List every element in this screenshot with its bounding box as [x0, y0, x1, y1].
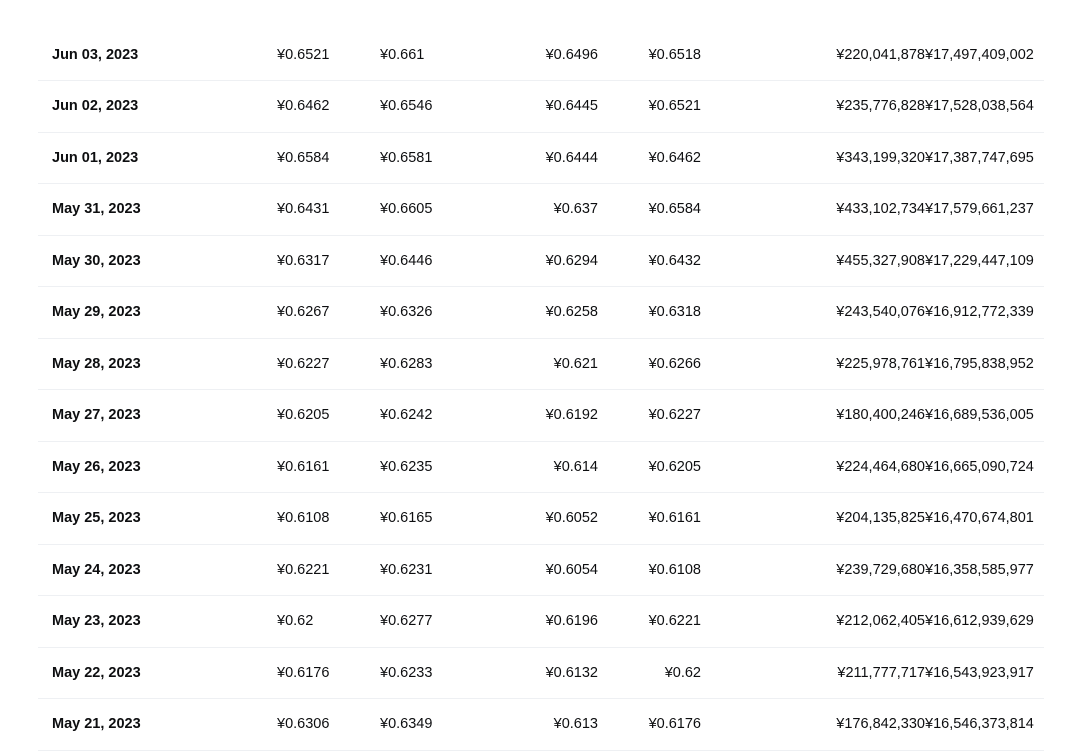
open-price-cell: ¥0.62 — [277, 613, 314, 630]
high-price-cell: ¥0.6349 — [380, 716, 433, 733]
high-price-cell: ¥0.661 — [380, 46, 425, 63]
high-price-cell: ¥0.6235 — [380, 458, 433, 475]
market-cap-cell: ¥16,546,373,814 — [925, 716, 1034, 733]
volume-cell: ¥224,464,680 — [836, 458, 925, 475]
close-price-cell: ¥0.6221 — [648, 613, 701, 630]
market-cap-cell: ¥16,470,674,801 — [925, 510, 1034, 527]
table-row — [38, 338, 1044, 390]
market-cap-cell: ¥17,229,447,109 — [925, 252, 1034, 269]
open-price-cell: ¥0.6431 — [277, 201, 330, 218]
volume-cell: ¥204,135,825 — [836, 510, 925, 527]
date-cell: May 27, 2023 — [52, 407, 141, 424]
price-history-table — [38, 29, 1044, 751]
close-price-cell: ¥0.6432 — [648, 252, 701, 269]
table-row — [38, 544, 1044, 596]
date-cell: May 28, 2023 — [52, 355, 141, 372]
date-cell: May 26, 2023 — [52, 458, 141, 475]
open-price-cell: ¥0.6221 — [277, 561, 330, 578]
table-row — [38, 29, 1044, 81]
volume-cell: ¥176,842,330 — [836, 716, 925, 733]
high-price-cell: ¥0.6446 — [380, 252, 433, 269]
close-price-cell: ¥0.6227 — [648, 407, 701, 424]
close-price-cell: ¥0.6584 — [648, 201, 701, 218]
close-price-cell: ¥0.6462 — [648, 149, 701, 166]
low-price-cell: ¥0.6132 — [545, 664, 598, 681]
close-price-cell: ¥0.6161 — [648, 510, 701, 527]
table-row — [38, 287, 1044, 339]
table-row — [38, 493, 1044, 545]
market-cap-cell: ¥16,543,923,917 — [925, 664, 1034, 681]
volume-cell: ¥239,729,680 — [836, 561, 925, 578]
market-cap-cell: ¥16,795,838,952 — [925, 355, 1034, 372]
date-cell: May 30, 2023 — [52, 252, 141, 269]
market-cap-cell: ¥16,665,090,724 — [925, 458, 1034, 475]
high-price-cell: ¥0.6233 — [380, 664, 433, 681]
volume-cell: ¥180,400,246 — [836, 407, 925, 424]
table-row — [38, 132, 1044, 184]
table-row — [38, 184, 1044, 236]
volume-cell: ¥343,199,320 — [836, 149, 925, 166]
volume-cell: ¥212,062,405 — [836, 613, 925, 630]
open-price-cell: ¥0.6462 — [277, 98, 330, 115]
close-price-cell: ¥0.6205 — [648, 458, 701, 475]
open-price-cell: ¥0.6205 — [277, 407, 330, 424]
market-cap-cell: ¥16,358,585,977 — [925, 561, 1034, 578]
table-row — [38, 81, 1044, 133]
market-cap-cell: ¥16,912,772,339 — [925, 304, 1034, 321]
high-price-cell: ¥0.6605 — [380, 201, 433, 218]
low-price-cell: ¥0.6192 — [545, 407, 598, 424]
date-cell: May 29, 2023 — [52, 304, 141, 321]
volume-cell: ¥243,540,076 — [836, 304, 925, 321]
volume-cell: ¥455,327,908 — [836, 252, 925, 269]
low-price-cell: ¥0.6196 — [545, 613, 598, 630]
close-price-cell: ¥0.6521 — [648, 98, 701, 115]
open-price-cell: ¥0.6161 — [277, 458, 330, 475]
date-cell: May 21, 2023 — [52, 716, 141, 733]
date-cell: Jun 01, 2023 — [52, 149, 139, 166]
high-price-cell: ¥0.6242 — [380, 407, 433, 424]
market-cap-cell: ¥17,579,661,237 — [925, 201, 1034, 218]
high-price-cell: ¥0.6546 — [380, 98, 433, 115]
table-body — [38, 29, 1044, 750]
high-price-cell: ¥0.6231 — [380, 561, 433, 578]
open-price-cell: ¥0.6267 — [277, 304, 330, 321]
open-price-cell: ¥0.6108 — [277, 510, 330, 527]
table-row — [38, 235, 1044, 287]
low-price-cell: ¥0.6445 — [545, 98, 598, 115]
high-price-cell: ¥0.6326 — [380, 304, 433, 321]
open-price-cell: ¥0.6317 — [277, 252, 330, 269]
table-row — [38, 390, 1044, 442]
open-price-cell: ¥0.6521 — [277, 46, 330, 63]
high-price-cell: ¥0.6277 — [380, 613, 433, 630]
low-price-cell: ¥0.6054 — [545, 561, 598, 578]
table-row — [38, 699, 1044, 751]
date-cell: Jun 02, 2023 — [52, 98, 139, 115]
open-price-cell: ¥0.6306 — [277, 716, 330, 733]
volume-cell: ¥235,776,828 — [836, 98, 925, 115]
volume-cell: ¥433,102,734 — [836, 201, 925, 218]
high-price-cell: ¥0.6581 — [380, 149, 433, 166]
low-price-cell: ¥0.6258 — [545, 304, 598, 321]
high-price-cell: ¥0.6165 — [380, 510, 433, 527]
close-price-cell: ¥0.6266 — [648, 355, 701, 372]
open-price-cell: ¥0.6584 — [277, 149, 330, 166]
close-price-cell: ¥0.6108 — [648, 561, 701, 578]
close-price-cell: ¥0.62 — [664, 664, 701, 681]
low-price-cell: ¥0.614 — [553, 458, 598, 475]
table-row — [38, 441, 1044, 493]
table-row — [38, 647, 1044, 699]
close-price-cell: ¥0.6318 — [648, 304, 701, 321]
market-cap-cell: ¥17,528,038,564 — [925, 98, 1034, 115]
low-price-cell: ¥0.6496 — [545, 46, 598, 63]
low-price-cell: ¥0.637 — [553, 201, 598, 218]
date-cell: Jun 03, 2023 — [52, 46, 139, 63]
low-price-cell: ¥0.621 — [553, 355, 598, 372]
close-price-cell: ¥0.6518 — [648, 46, 701, 63]
date-cell: May 22, 2023 — [52, 664, 141, 681]
market-cap-cell: ¥17,497,409,002 — [925, 46, 1034, 63]
high-price-cell: ¥0.6283 — [380, 355, 433, 372]
volume-cell: ¥211,777,717 — [837, 664, 925, 681]
volume-cell: ¥225,978,761 — [836, 355, 925, 372]
open-price-cell: ¥0.6227 — [277, 355, 330, 372]
price-history-table-container — [38, 29, 1044, 751]
market-cap-cell: ¥16,689,536,005 — [925, 407, 1034, 424]
low-price-cell: ¥0.6294 — [545, 252, 598, 269]
low-price-cell: ¥0.6052 — [545, 510, 598, 527]
volume-cell: ¥220,041,878 — [836, 46, 925, 63]
low-price-cell: ¥0.613 — [553, 716, 598, 733]
date-cell: May 31, 2023 — [52, 201, 141, 218]
market-cap-cell: ¥17,387,747,695 — [925, 149, 1034, 166]
date-cell: May 23, 2023 — [52, 613, 141, 630]
close-price-cell: ¥0.6176 — [648, 716, 701, 733]
table-row — [38, 596, 1044, 648]
low-price-cell: ¥0.6444 — [545, 149, 598, 166]
date-cell: May 24, 2023 — [52, 561, 141, 578]
market-cap-cell: ¥16,612,939,629 — [925, 613, 1034, 630]
date-cell: May 25, 2023 — [52, 510, 141, 527]
open-price-cell: ¥0.6176 — [277, 664, 330, 681]
